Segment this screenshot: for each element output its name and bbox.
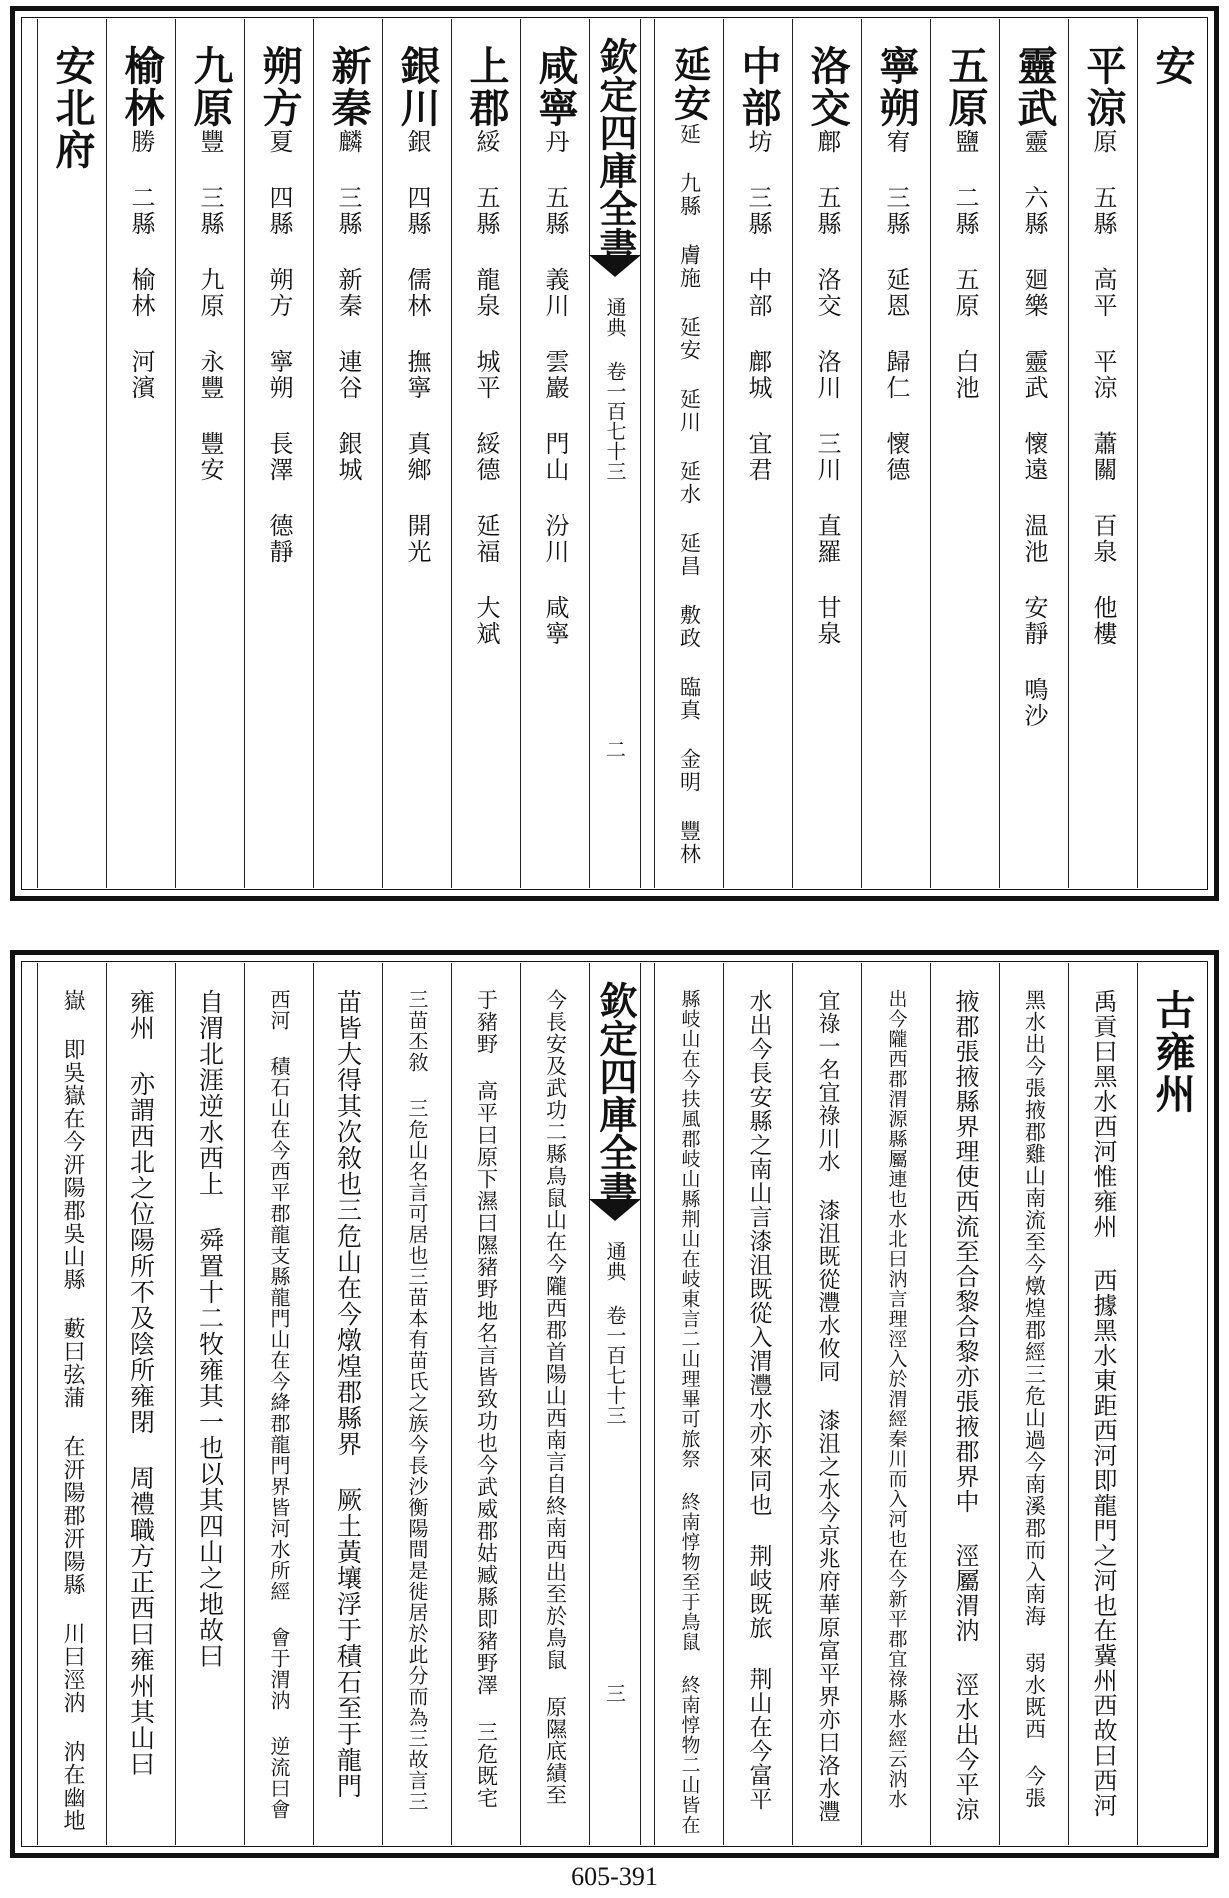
text-column <box>451 963 520 1845</box>
leaf-number: 二 <box>602 739 627 759</box>
text-column <box>106 963 175 1845</box>
column-text <box>187 45 234 483</box>
column-text: 水出今長安縣之南山言漆沮既從入渭灃水亦來同也 荆岐既旅 荆山在今富平 <box>745 989 772 1811</box>
column-text: 黑水出今張掖郡雞山南流至今燉煌郡經三危山過今南溪郡而入南海 弱水既西 今張 <box>1022 989 1047 1809</box>
commandery-name: 新秦 <box>325 45 372 129</box>
column-text <box>942 45 989 401</box>
column-text <box>118 45 165 401</box>
top-column <box>106 19 175 888</box>
column-text: 出今隴西郡渭源縣屬連也水北曰汭言理涇入於渭經秦川而入河也在今新平郡宜祿縣水經云汭水 <box>885 989 908 1809</box>
commandery-note: 勝 二縣 榆林 河濱 <box>127 129 155 401</box>
commandery-name: 洛交 <box>804 45 851 129</box>
commandery-note: 銀 四縣 儒林 撫寧 真鄉 開光 <box>403 129 431 565</box>
leaf-number: 三 <box>602 1683 627 1703</box>
volume-source: 通典 卷一百七十三 <box>603 297 627 481</box>
commandery-note: 麟 三縣 新秦 連谷 銀城 <box>334 129 362 483</box>
bottom-center-column <box>589 963 641 1845</box>
text-column <box>654 963 723 1845</box>
commandery-name: 榆林 <box>118 45 165 129</box>
column-text <box>804 45 851 647</box>
text-column <box>520 963 589 1845</box>
fish-tail-mark <box>589 255 641 277</box>
page-number: 605-391 <box>571 1862 658 1891</box>
column-text: 苗皆大得其次敘也三危山在今燉煌郡縣界 厥土黃壤浮于積石至于龍門 <box>333 989 363 1799</box>
book-title: 欽定四庫全書 <box>593 37 638 265</box>
bottom-page-frame <box>10 950 1219 1858</box>
column-text: 于豬野 高平曰原下濕曰隰豬野地名言皆致功也今武威郡姑臧縣即豬野澤 三危既宅 <box>474 989 499 1809</box>
commandery-note: 夏 四縣 朔方 寧朔 長澤 德靜 <box>265 129 293 565</box>
commandery-name: 安 <box>1149 45 1196 87</box>
text-column <box>861 963 930 1845</box>
top-column <box>861 19 930 888</box>
commandery-name: 九原 <box>187 45 234 129</box>
column-text <box>1011 45 1058 729</box>
commandery-name: 五原 <box>942 45 989 129</box>
commandery-note: 靈 六縣 廻樂 靈武 懷遠 温池 安靜 鳴沙 <box>1020 129 1048 729</box>
commandery-name: 靈武 <box>1011 45 1058 129</box>
text-column <box>999 963 1068 1845</box>
column-text <box>532 45 579 647</box>
text-column <box>792 963 861 1845</box>
column-text: 雍州 亦謂西北之位陽所不及陰所雍閉 周禮職方正西曰雍州其山曰 <box>126 989 156 1777</box>
text-column <box>930 963 999 1845</box>
top-column <box>1137 19 1206 888</box>
column-text: 禹貢曰黑水西河惟雍州 西據黑水東距西河即龍門之河也在冀州西故曰西河 <box>1089 989 1117 1818</box>
column-text <box>49 45 96 171</box>
text-column <box>723 963 792 1845</box>
column-text: 西河 積石山在今西平郡龍支縣龍門山在今絳郡龍門界皆河水所經 會于渭汭 逆流曰會 <box>267 989 291 1820</box>
commandery-name: 上郡 <box>463 45 510 129</box>
commandery-note: 鹽 二縣 五原 白池 <box>951 129 979 401</box>
column-text <box>667 45 712 866</box>
text-column <box>244 963 313 1845</box>
column-text: 自渭北涯逆水西上 舜置十二牧雍其一也以其四山之地故曰 <box>195 989 225 1669</box>
commandery-name: 銀川 <box>394 45 441 129</box>
text-column <box>313 963 382 1845</box>
column-text <box>394 45 441 565</box>
column-text: 宜祿一名宜祿川水 漆沮既從灃水攸同 漆沮之水今京兆府華原富平界亦曰洛水灃 <box>815 989 840 1823</box>
section-heading-column <box>1137 963 1206 1845</box>
column-text: 嶽 即吳嶽在今汧陽郡吳山縣 藪曰弦蒲 在汧陽郡汧陽縣 川曰涇汭 汭在幽地 <box>60 989 85 1832</box>
commandery-name: 中部 <box>735 45 782 129</box>
commandery-name: 寧朔 <box>873 45 920 129</box>
top-column <box>930 19 999 888</box>
top-column <box>792 19 861 888</box>
column-text <box>256 45 303 565</box>
column-text <box>1149 45 1196 87</box>
top-column <box>37 19 106 888</box>
top-column <box>999 19 1068 888</box>
commandery-note: 延 九縣 膚施 延安 延川 延水 延昌 敷政 臨真 金明 豐林 <box>677 123 702 866</box>
column-text <box>1080 45 1127 647</box>
text-column <box>1068 963 1137 1845</box>
column-text <box>325 45 372 483</box>
column-text: 縣岐山在今扶風郡岐山縣荆山在岐東言二山理畢可旅祭 終南惇物至于鳥鼠 終南惇物二山皆在 <box>678 989 701 1835</box>
top-column <box>654 19 723 888</box>
top-column <box>451 19 520 888</box>
column-text <box>463 45 510 647</box>
column-text: 三苗丕敘 三危山名言可居也三苗本有苗氏之族今長沙衡陽間是徙居於此分而為三故言三 <box>405 989 429 1812</box>
commandery-note: 鄜 五縣 洛交 洛川 三川 直羅 甘泉 <box>813 129 841 647</box>
top-column <box>382 19 451 888</box>
column-text: 掖郡張掖縣界理使西流至合黎合黎亦張掖郡界中 涇屬渭汭 涇水出今平涼 <box>951 989 979 1822</box>
text-column <box>175 963 244 1845</box>
commandery-note: 綏 五縣 龍泉 城平 綏德 延福 大斌 <box>472 129 500 647</box>
commandery-note: 坊 三縣 中部 鄜城 宜君 <box>744 129 772 483</box>
column-text: 今長安及武功二縣鳥鼠山在今隴西郡首陽山西南言自終南西出至於鳥鼠 原隰底績至 <box>543 989 568 1806</box>
text-column <box>37 963 106 1845</box>
fish-tail-mark <box>589 1199 641 1221</box>
top-column <box>244 19 313 888</box>
column-text <box>735 45 782 483</box>
top-column <box>723 19 792 888</box>
section-heading: 古雍州 <box>1149 989 1196 1115</box>
commandery-name: 咸寧 <box>532 45 579 129</box>
commandery-note: 宥 三縣 延恩 歸仁 懷德 <box>882 129 910 483</box>
commandery-name: 平涼 <box>1080 45 1127 129</box>
top-page-frame <box>10 6 1219 901</box>
commandery-name: 延安 <box>667 45 712 123</box>
top-column <box>313 19 382 888</box>
book-title: 欽定四庫全書 <box>593 981 638 1209</box>
top-column <box>520 19 589 888</box>
commandery-note: 原 五縣 高平 平涼 蕭關 百泉 他樓 <box>1089 129 1117 647</box>
commandery-note: 丹 五縣 義川 雲巖 門山 汾川 咸寧 <box>541 129 569 647</box>
text-column <box>382 963 451 1845</box>
commandery-name: 安北府 <box>49 45 96 171</box>
commandery-name: 朔方 <box>256 45 303 129</box>
top-column <box>1068 19 1137 888</box>
commandery-note: 豐 三縣 九原 永豐 豐安 <box>196 129 224 483</box>
top-center-column <box>589 19 641 888</box>
volume-source: 通典 卷一百七十三 <box>603 1241 627 1425</box>
top-column <box>175 19 244 888</box>
column-text <box>873 45 920 483</box>
